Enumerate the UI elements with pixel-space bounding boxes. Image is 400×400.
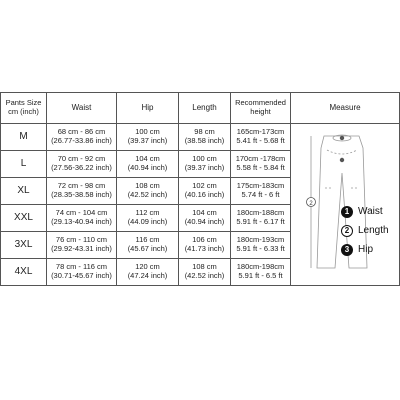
length-cell [179,151,231,178]
length-inch: (38.58 inch) [184,136,225,145]
length-cm: 106 cm [192,235,217,245]
size-cell: XXL [1,205,47,232]
length-cell [179,205,231,232]
legend-item-waist [341,202,389,221]
size-cell: 3XL [1,232,47,259]
header-length: Length [179,93,231,124]
header-measure: Measure [291,93,400,124]
legend-label: Waist [358,205,383,217]
length-cell [179,259,231,286]
size-chart [0,92,400,286]
length-cm: 100 cm [192,154,217,164]
waist-inch: (26.77-33.86 inch) [51,136,112,145]
hip-cell [117,232,179,259]
hip-cell [117,205,179,232]
waist-cm: 70 cm - 92 cm [57,154,106,164]
header-size [1,93,47,124]
length-inch: (42.52 inch) [184,271,225,280]
hip-cm: 104 cm [135,154,160,164]
waist-cm: 74 cm - 104 cm [55,208,108,218]
length-cell [179,232,231,259]
hip-inch: (40.94 inch) [127,163,168,172]
height-cm: 170cm -178cm [235,154,286,164]
hip-cm: 100 cm [135,127,160,137]
height-cm: 180cm-193cm [236,235,285,245]
waist-inch: (27.56-36.22 inch) [51,163,112,172]
hip-cell [117,124,179,151]
size-cell: L [1,151,47,178]
height-ft: 5.91 ft - 6.5 ft [238,271,283,280]
size-cell: M [1,124,47,151]
length-inch: (40.94 inch) [184,217,225,226]
header-height [231,93,291,124]
waist-inch: (28.35-38.58 inch) [51,190,112,199]
length-inch: (40.16 inch) [184,190,225,199]
waist-cm: 68 cm - 86 cm [57,127,106,137]
hip-cm: 116 cm [135,235,160,245]
waist-marker [340,136,344,140]
height-ft: 5.91 ft - 6.17 ft [236,217,285,226]
header-waist: Waist [47,93,117,124]
size-table [0,92,400,286]
hip-inch: (44.09 inch) [127,217,168,226]
waist-cm: 72 cm - 98 cm [57,181,106,191]
hip-inch: (47.24 inch) [127,271,168,280]
hip-inch: (45.67 inch) [127,244,168,253]
hip-inch: (42.52 inch) [127,190,168,199]
length-cell [179,178,231,205]
length-cm: 102 cm [192,181,217,191]
height-cell [231,205,291,232]
height-cell [231,151,291,178]
size-cell: XL [1,178,47,205]
length-inch: (41.73 inch) [184,244,225,253]
length-cm: 108 cm [192,262,217,272]
waist-inch: (29.13-40.94 inch) [51,217,112,226]
waist-inch: (30.71-45.67 inch) [51,271,112,280]
header-row [1,93,400,124]
height-cm: 180cm-188cm [236,208,285,218]
height-cell [231,232,291,259]
height-cell [231,259,291,286]
hip-marker [340,158,344,162]
height-ft: 5.91 ft - 6.33 ft [236,244,285,253]
header-height-line2: height [250,107,271,116]
length-cell [179,124,231,151]
header-size-line1: Pants Size [5,98,42,108]
hip-inch: (39.37 inch) [127,136,168,145]
length-inch: (39.37 inch) [184,163,225,172]
header-hip: Hip [117,93,179,124]
height-cell [231,124,291,151]
height-cm: 165cm-173cm [236,127,285,137]
length-cm: 98 cm [194,127,215,137]
legend-item-length [341,221,389,240]
hip-cell [117,151,179,178]
size-cell: 4XL [1,259,47,286]
hip-cm: 120 cm [135,262,160,272]
height-cell [231,178,291,205]
legend-label: Length [358,224,389,236]
measure-legend [341,202,389,259]
waist-cell [47,178,117,205]
hip-cell [117,178,179,205]
height-cm: 180cm-198cm [236,262,285,272]
length-cm: 104 cm [192,208,217,218]
waist-cm: 76 cm - 110 cm [55,235,108,245]
hip-cm: 112 cm [135,208,160,218]
number-3-icon: 3 [341,244,353,256]
number-2-icon: 2 [341,225,353,237]
header-size-line2: cm (inch) [8,107,39,116]
measure-cell [291,124,400,286]
legend-item-hip [341,240,389,259]
table-row [1,124,400,151]
waist-inch: (29.92-43.31 inch) [51,244,112,253]
header-height-line1: Recommended [235,98,286,108]
waist-cell [47,151,117,178]
hip-cm: 108 cm [135,181,160,191]
waist-cell [47,259,117,286]
height-ft: 5.74 ft - 6 ft [241,190,280,199]
length-marker-label: 2 [309,201,313,207]
waist-cell [47,124,117,151]
legend-label: Hip [358,243,374,255]
height-ft: 5.41 ft - 5.68 ft [236,136,285,145]
height-cm: 175cm-183cm [236,181,285,191]
waist-cell [47,205,117,232]
number-1-icon: 1 [341,206,353,218]
height-ft: 5.58 ft - 5.84 ft [236,163,285,172]
waist-cell [47,232,117,259]
hip-cell [117,259,179,286]
waist-cm: 78 cm - 116 cm [55,262,108,272]
